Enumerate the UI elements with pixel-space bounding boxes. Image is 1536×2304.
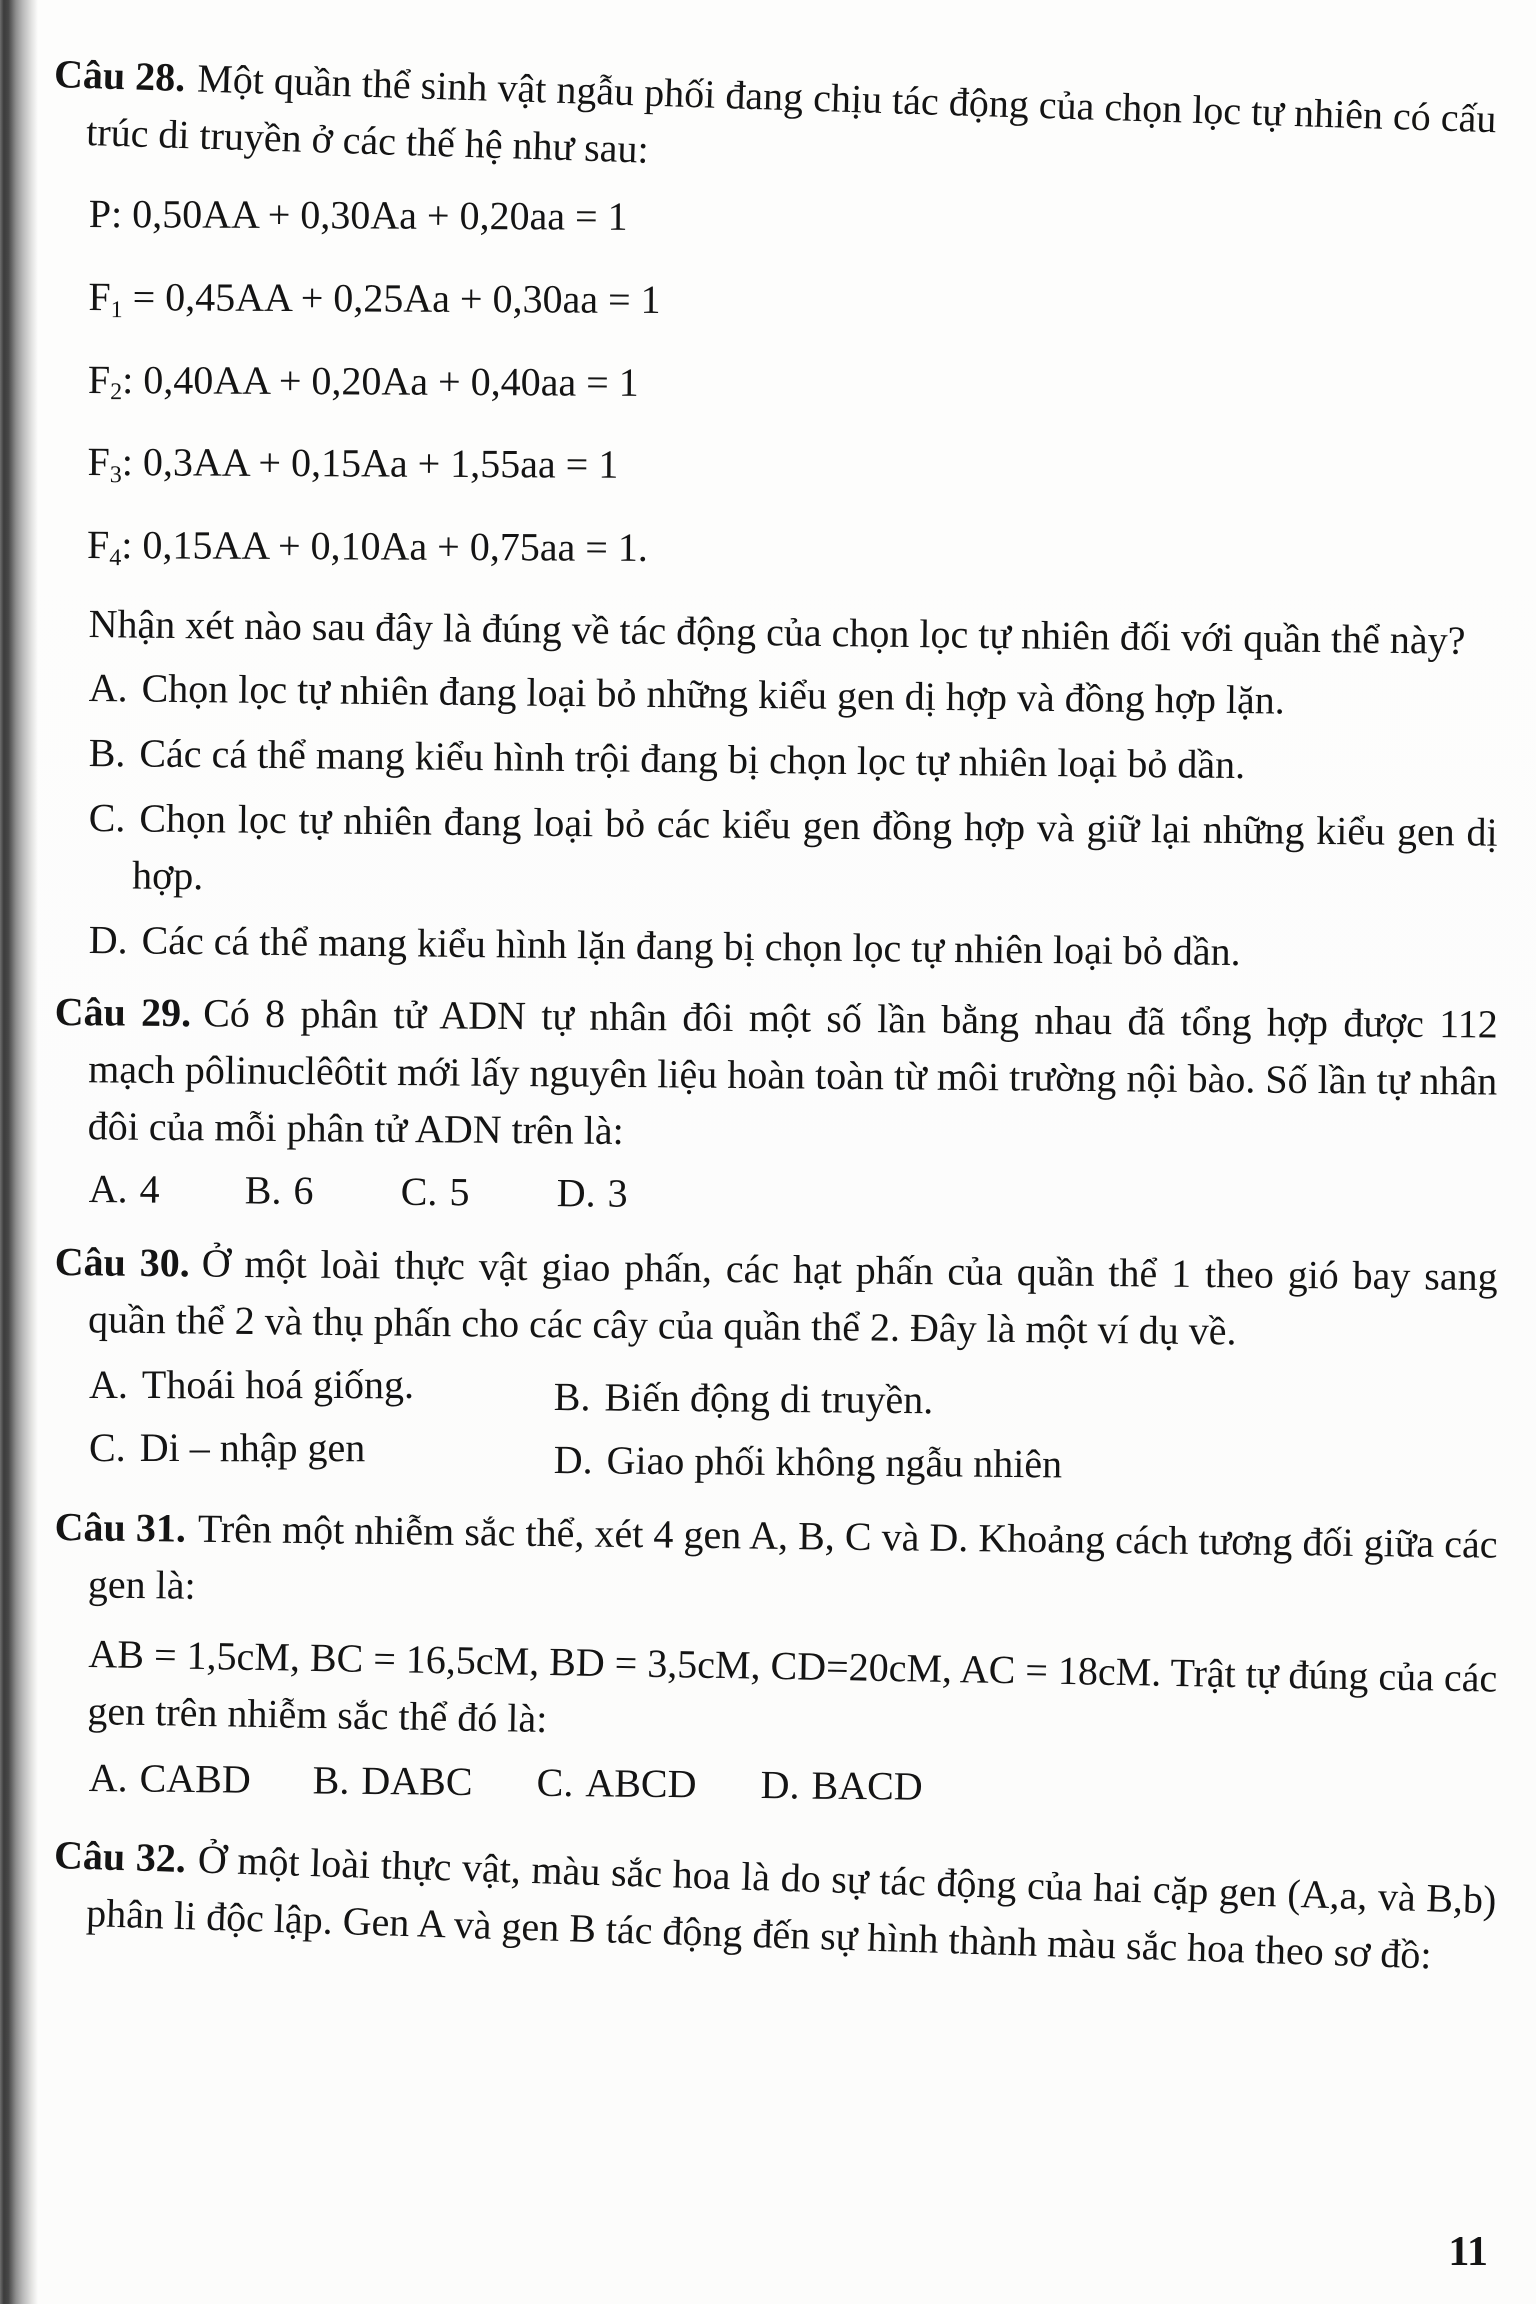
question-28	[53, 46, 1498, 974]
formula-f3-body: : 0,3AA + 0,15Aa + 1,55aa = 1	[121, 439, 619, 487]
formula-p-body: : 0,50AA + 0,30Aa + 0,20aa = 1	[110, 190, 628, 239]
question-29-body: Có 8 phân tử ADN tự nhân đôi một số lần bằng nhau đã tổng hợp được 112 mạch pôlinuclêôtit mới lấy nguyên liệu hoàn toàn từ môi trường nội bào. Số lần tự nhân đôi của mỗi phân tử ADN trên là:	[87, 990, 1498, 1153]
question-30-options	[89, 1357, 1498, 1487]
option-31-a	[88, 1750, 303, 1809]
option-31-d-text: BACD	[811, 1762, 923, 1809]
question-31-label: Câu 31.	[54, 1503, 187, 1551]
page-content	[53, 30, 1498, 1977]
option-28-a-key: A.	[88, 665, 128, 711]
option-31-b-text: DABC	[361, 1757, 473, 1804]
book-binding-shadow	[0, 0, 38, 2304]
question-32-text	[51, 1827, 1497, 1986]
question-32-body: Ở một loài thực vật, màu sắc hoa là do sự tác động của hai cặp gen (A,a, và B,b) phân li độc lập. Gen A và gen B tác động đến sự hình thành màu sắc hoa theo sơ đồ:	[85, 1836, 1498, 1977]
question-32	[53, 1827, 1498, 1977]
option-30-c	[89, 1420, 554, 1477]
question-29-label: Câu 29.	[54, 989, 192, 1036]
option-29-c-text: 5	[449, 1168, 470, 1215]
option-31-c	[536, 1755, 751, 1814]
option-30-d-text: Giao phối không ngẫu nhiên	[606, 1437, 1063, 1487]
option-29-d-key: D.	[556, 1169, 596, 1216]
option-29-d	[556, 1165, 702, 1223]
formula-f4-body: : 0,15AA + 0,10Aa + 0,75aa = 1.	[121, 521, 648, 570]
question-28-stem: Nhận xét nào sau đây là đúng về tác động của chọn lọc tự nhiên đối với quần thể này?	[88, 600, 1466, 663]
question-28-label: Câu 28.	[53, 50, 187, 101]
option-30-c-key: C.	[89, 1424, 126, 1470]
question-29-text	[54, 984, 1498, 1167]
genotype-formulas	[87, 186, 1498, 581]
option-29-a-key: A.	[88, 1165, 128, 1212]
option-28-c-key: C.	[88, 794, 126, 841]
question-28-intro	[51, 46, 1497, 205]
formula-f2-sub: 2	[110, 379, 123, 406]
option-28-b-text: Các cá thể mang kiểu hình trội đang bị chọn lọc tự nhiên loại bỏ dần.	[139, 730, 1246, 788]
formula-f4-sub: 4	[109, 544, 122, 571]
option-29-c	[400, 1163, 546, 1221]
option-30-d-key: D.	[553, 1436, 593, 1483]
option-29-b-text: 6	[293, 1167, 314, 1213]
question-29	[55, 984, 1498, 1217]
option-30-d	[554, 1432, 1498, 1497]
option-30-b	[554, 1369, 1498, 1434]
option-28-d-key: D.	[88, 916, 128, 962]
formula-p-lead: P	[88, 190, 112, 236]
option-28-d-text: Các cá thể mang kiểu hình lặn đang bị chọn lọc tự nhiên loại bỏ dần.	[141, 917, 1241, 974]
formula-f2	[88, 351, 1497, 415]
option-29-d-text: 3	[607, 1170, 628, 1216]
question-31-distances: AB = 1,5cM, BC = 16,5cM, BD = 3,5cM, CD=20cM, AC = 18cM. Trật tự đúng của các gen trên nhiễm sắc thể đó là:	[87, 1631, 1498, 1742]
option-30-c-text: Di – nhập gen	[139, 1424, 366, 1470]
question-31-body: Trên một nhiễm sắc thể, xét 4 gen A, B, C và D. Khoảng cách tương đối giữa các gen là:	[87, 1505, 1498, 1608]
option-31-b-key: B.	[312, 1757, 350, 1803]
option-31-a-key: A.	[88, 1754, 128, 1801]
option-29-b	[244, 1162, 390, 1220]
option-30-a-key: A.	[89, 1362, 128, 1408]
formula-f3	[87, 434, 1496, 498]
option-29-c-key: C.	[400, 1168, 438, 1214]
formula-f3-sub: 3	[109, 461, 122, 488]
option-30-a	[89, 1357, 554, 1414]
formula-f2-body: : 0,40AA + 0,20Aa + 0,40aa = 1	[122, 356, 639, 405]
question-28-intro-text: Một quần thể sinh vật ngẫu phối đang chịu tác động của chọn lọc tự nhiên có cấu trúc di truyền ở các thế hệ như sau:	[85, 55, 1498, 172]
option-28-c-text: Chọn lọc tự nhiên đang loại bỏ các kiểu gen đồng hợp và giữ lại những kiểu gen dị hợp.	[131, 795, 1498, 898]
question-30-label: Câu 30.	[54, 1238, 190, 1285]
option-31-d-key: D.	[760, 1761, 800, 1808]
question-32-label: Câu 32.	[53, 1831, 187, 1881]
option-28-d	[88, 912, 1498, 984]
question-31-text	[54, 1499, 1498, 1630]
page-number: 11	[1448, 2229, 1488, 2275]
option-28-b-key: B.	[88, 730, 126, 776]
formula-f1-body: = 0,45AA + 0,25Aa + 0,30aa = 1	[122, 273, 661, 322]
option-29-a	[89, 1161, 235, 1219]
question-31-options	[88, 1750, 1498, 1822]
option-28-a-text: Chọn lọc tự nhiên đang loại bỏ những kiểu gen dị hợp và đồng hợp lặn.	[141, 665, 1286, 723]
option-28-a	[88, 660, 1498, 732]
option-30-a-text: Thoái hoá giống.	[141, 1362, 415, 1408]
question-31	[55, 1499, 1498, 1807]
option-28-c	[88, 790, 1498, 918]
question-30	[54, 1234, 1498, 1487]
formula-f3-lead: F	[87, 438, 110, 485]
formula-p	[89, 186, 1498, 250]
option-31-a-text: CABD	[139, 1755, 251, 1802]
formula-f1-sub: 1	[110, 296, 123, 323]
option-28-b	[88, 725, 1498, 797]
formula-f2-lead: F	[87, 356, 111, 402]
option-30-b-text: Biến động di truyền.	[604, 1374, 934, 1423]
question-29-options	[89, 1161, 1498, 1230]
option-31-d	[760, 1757, 975, 1816]
option-29-a-text: 4	[139, 1166, 160, 1212]
question-30-text	[54, 1234, 1498, 1363]
formula-f4-lead: F	[87, 521, 110, 567]
option-31-b	[312, 1752, 527, 1811]
option-31-c-text: ABCD	[585, 1760, 697, 1807]
formula-f1-lead: F	[88, 273, 111, 319]
formula-f4	[87, 517, 1496, 581]
formula-f1	[88, 268, 1497, 332]
option-31-c-key: C.	[536, 1759, 574, 1805]
option-30-b-key: B.	[553, 1374, 591, 1420]
option-29-b-key: B.	[244, 1167, 282, 1213]
question-30-body: Ở một loài thực vật giao phấn, các hạt phấn của quần thể 1 theo gió bay sang quần thể 2 và thụ phấn cho các cây của quần thể 2. Đây là một ví dụ về.	[87, 1240, 1498, 1353]
